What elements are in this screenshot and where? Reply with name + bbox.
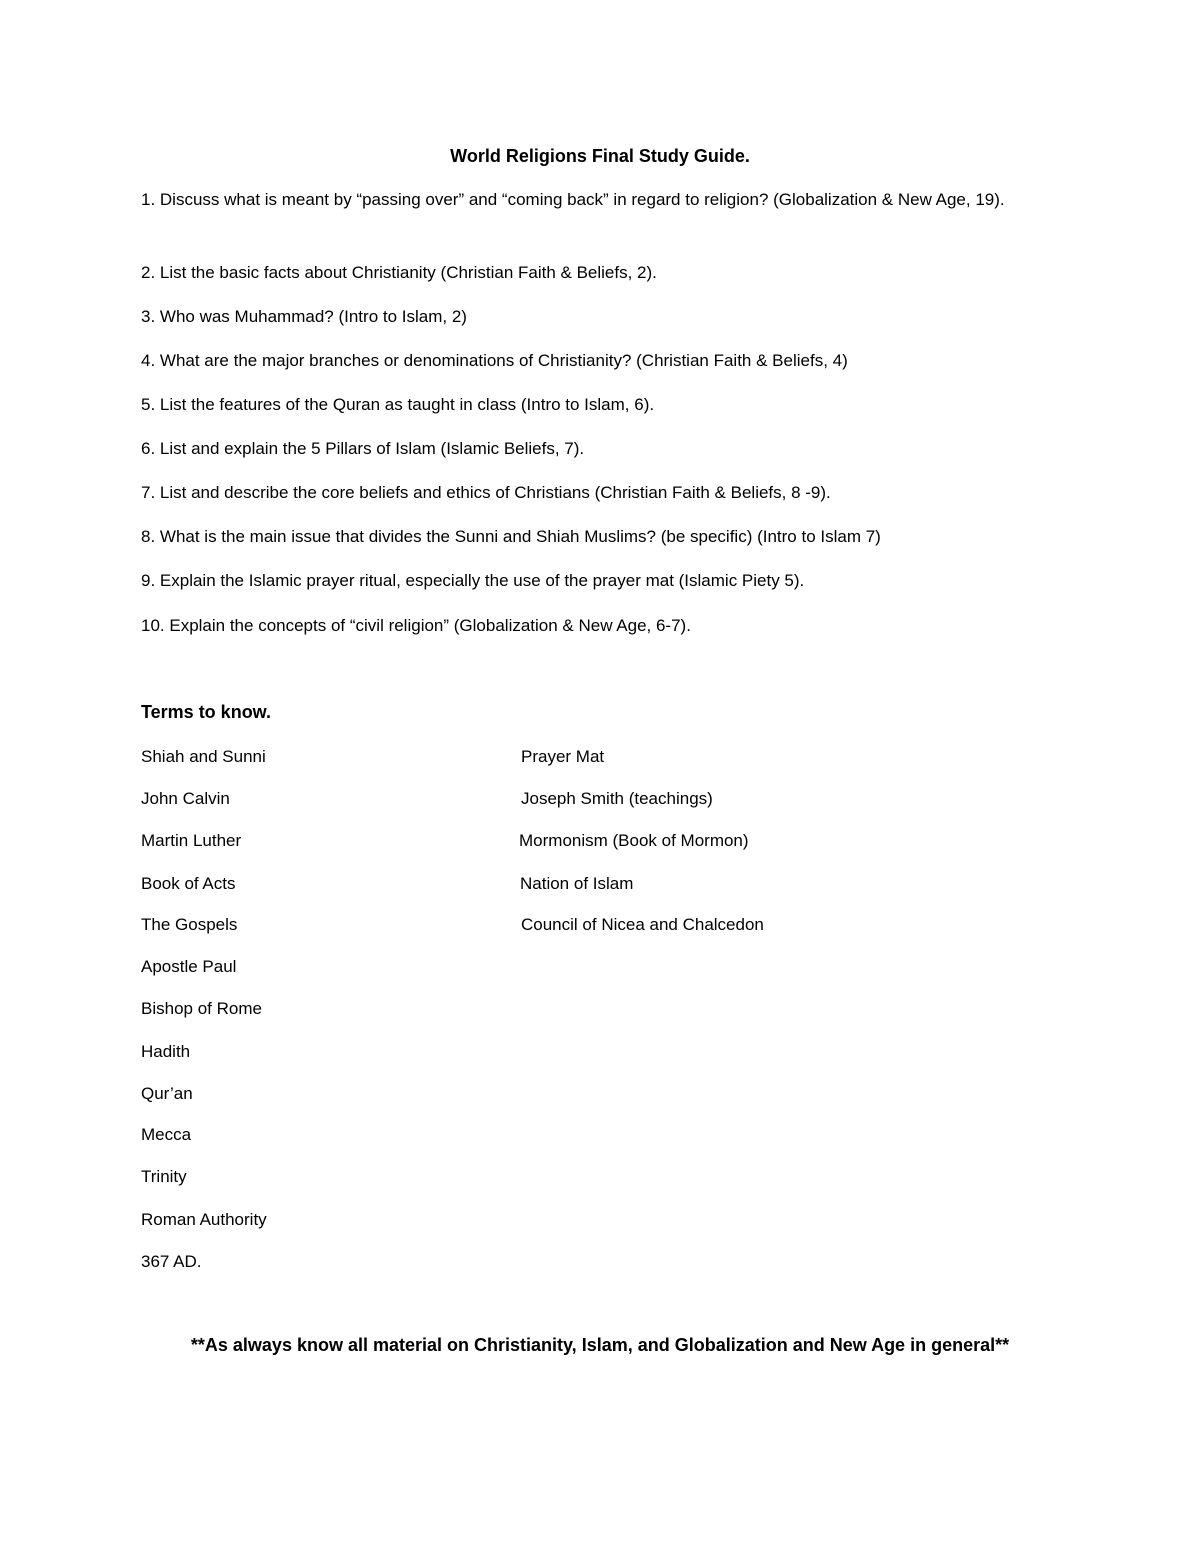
question-5: 5. List the features of the Quran as taught in class (Intro to Islam, 6). bbox=[141, 395, 655, 414]
term-right: Nation of Islam bbox=[520, 874, 634, 893]
term-right: Mormonism (Book of Mormon) bbox=[519, 831, 749, 850]
term-left: John Calvin bbox=[141, 789, 230, 808]
question-1: 1. Discuss what is meant by “passing over” and “coming back” in regard to religion? (Globalization & New Age, 19). bbox=[141, 190, 1005, 209]
term-left: Hadith bbox=[141, 1042, 191, 1061]
term-left: Bishop of Rome bbox=[141, 999, 262, 1018]
question-4: 4. What are the major branches or denominations of Christianity? (Christian Faith & Beliefs, 4) bbox=[141, 351, 848, 370]
term-left: Qur’an bbox=[141, 1084, 193, 1103]
term-left: Trinity bbox=[141, 1167, 187, 1186]
document-title: World Religions Final Study Guide. bbox=[450, 146, 750, 166]
term-left: The Gospels bbox=[141, 915, 238, 934]
question-3: 3. Who was Muhammad? (Intro to Islam, 2) bbox=[141, 307, 467, 326]
question-7: 7. List and describe the core beliefs and ethics of Christians (Christian Faith & Beliefs, 8 -9). bbox=[141, 483, 831, 502]
question-9: 9. Explain the Islamic prayer ritual, especially the use of the prayer mat (Islamic Piety 5). bbox=[141, 571, 805, 590]
question-2: 2. List the basic facts about Christianity (Christian Faith & Beliefs, 2). bbox=[141, 263, 657, 282]
term-right: Council of Nicea and Chalcedon bbox=[521, 915, 764, 934]
term-left: Apostle Paul bbox=[141, 957, 237, 976]
term-left: 367 AD. bbox=[141, 1252, 202, 1271]
term-right: Prayer Mat bbox=[521, 747, 605, 766]
terms-heading: Terms to know. bbox=[141, 702, 272, 722]
term-left: Martin Luther bbox=[141, 831, 242, 850]
term-left: Shiah and Sunni bbox=[141, 747, 266, 766]
term-left: Book of Acts bbox=[141, 874, 236, 893]
term-left: Roman Authority bbox=[141, 1210, 267, 1229]
question-10: 10. Explain the concepts of “civil religion” (Globalization & New Age, 6-7). bbox=[141, 616, 691, 635]
question-8: 8. What is the main issue that divides the Sunni and Shiah Muslims? (be specific) (Intro to Islam 7) bbox=[141, 527, 881, 546]
term-right: Joseph Smith (teachings) bbox=[521, 789, 713, 808]
footer-note: **As always know all material on Christianity, Islam, and Globalization and New Age in general** bbox=[190, 1335, 1010, 1355]
term-left: Mecca bbox=[141, 1125, 192, 1144]
question-6: 6. List and explain the 5 Pillars of Islam (Islamic Beliefs, 7). bbox=[141, 439, 585, 458]
